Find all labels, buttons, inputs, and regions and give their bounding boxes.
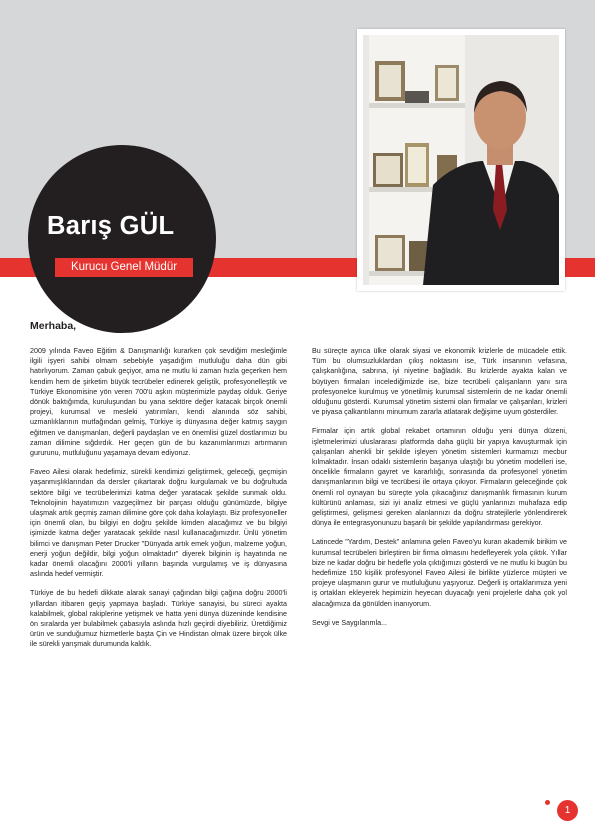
person-role: Kurucu Genel Müdür xyxy=(70,261,178,273)
portrait-photo xyxy=(363,35,559,285)
role-badge xyxy=(55,258,193,277)
letter-signoff: Sevgi ve Saygılarımla... xyxy=(312,618,388,627)
letter-paragraph: Firmalar için artık global rekabet ortamının olduğu yeni dünya düzeni, işletmelerimizi uluslararası platformda daha güçlü bir yapıya kavuşturmak için çalışanları ahenkli bir şekilde işleyen yönetim sistemleri kurmamızı mecbur kılmaktadır. İnsan odaklı sistemlerin başarıya ulaştığı bu yönetim modelleri ise, öncelikle firmaların gayret ve kararlılığı, sonrasında da profesyonel yönetim danışmanlarının bilgi ve tecrübesi ile ortaya çıkıyor. Firmaların geleceğinde çok önemli rol oynayan bu süreçte yola çıkacağınız danışmanlık firmasının kurum kültürünü anlaması, sizi iyi analiz etmesi ve güçlü yanlarınızı muhafaza edip geliştirmesi, gelişmesi gereken alanlarınızı da doğru stratejilerle yönlendirerek dünya ile entegrasyonunuzu başarılı bir şekilde yapılandırması gerekiyor. xyxy=(312,427,567,528)
letter-paragraph: Bu süreçte ayrıca ülke olarak siyasi ve ekonomik krizlerle de mücadele ettik. Tüm bu olumsuzluklardan çıkış noktasını ise, Türk insanının vefasına, çalışkanlığına, sabrına, iyi niyetine bağladık. Bu krizlerde ayakta kalan ve büyüyen firmaları incelediğimizde ise, bize tecrübeli çalışanların yanı sıra profesyonelce kurulmuş ve yönetilmiş kurumsal sistemlerin de ne kadar önemli olduğunu gösterdi. Kurumsal yönetim sistemi olan firmalar ve çalışanları, krizleri ve piyasa çalkantılarını minumum zararla atlatarak değişime uyum gösterdiler. xyxy=(312,347,567,417)
page-dot-decoration xyxy=(545,800,550,805)
letter-paragraph: Faveo Ailesi olarak hedefimiz, sürekli kendimizi geliştirmek, geleceği, geçmişin yaşanmışlıklarından da dersler çıkartarak doğru kurgulamak ve bu doğrultuda sektöre bilgi ve tecrübelerimizi katma değer yaratacak şekilde sunmak oldu. Teknolojinin hayatımızın vazgeçilmez bir parçası olduğu günümüzde, bilgiye ulaşmak artık geçmiş zaman dilimine göre çok daha kolaylaştı. Biz profesyoneller için önemli olan, bu bilgiyi en doğru şekilde kimden alacağımız ve bu bilgiyi işimizde katma değer yaratacak şekilde nasıl kullanacağımızdır. Ünlü yönetim bilimci ve danışman Peter Drucker "Dünyada artık emek yoğun, malzeme yoğun, enerji yoğun değildir, bilgi yoğun olmaktadır" diyerek bilginin iş hayatında ne kadar önemli olacağını 2000'li yılların başında vurgulamış ve iş dünyasına aslında hedef vermiştir. xyxy=(30,468,287,579)
portrait-illustration xyxy=(363,35,559,285)
page-number: 1 xyxy=(557,800,578,821)
portrait-frame xyxy=(357,29,565,291)
person-name: Barış GÜL xyxy=(47,212,175,240)
letter-right-column xyxy=(312,346,567,637)
letter-left-column xyxy=(30,346,287,659)
letter-paragraph: Latincede "Yardım, Destek" anlamına gelen Faveo'yu kuran akademik birikim ve kurumsal tecrübeleri birleştiren bir firma olmasını hedefleyerek yola çıktık. Yıllar bize ne kadar doğru bir hedefle yola çıktığımızı gösterdi ve ne mutlu ki bugün bu hedefimize 150 kişilik profesyonel Faveo Ailesi ile birlikte yüzlerce müşteri ve projeye ulaşmanın gurur ve mutluluğunu yaşıyoruz. Değerli iş ortaklarımıza yeni iş ortakları ekleyerek hepimizin heyecan duyacağı yeni projelerle daha çok yol alacağımıza da gönülden inanıyorum. xyxy=(312,538,567,608)
letter-greeting: Merhaba, xyxy=(30,320,77,332)
letter-paragraph: Türkiye de bu hedefi dikkate alarak sanayi çağından bilgi çağına doğru 2000'li yıllardan itibaren geçiş yapmaya başladı. Türkiye sanayisi, bu süreci ayakta kalabilmek, global rakiplerine yetişmek ve hatta yeni dünya düzeninde kendisine ön sıralarda yer bulabilmek çabasıyla aslında hızlı geçirdi diyebiliriz. Üretdiğimiz ürün ve sunduğumuz hizmetlerle başta Çin ve Hindistan olmak üzere birçok ülke ile sürekli yarışmak durumunda kaldık. xyxy=(30,589,287,649)
letter-paragraph: 2009 yılında Faveo Eğitim & Danışmanlığı kurarken çok sevdiğim mesleğimle ilgili işyeri sahibi olmam sebebiyle yaşadığım mutluluğu daha dün gibi hatırlıyorum. Zaman çabuk geçiyor, ama ne mutlu ki zaman hızla geçerken hem kendim hem de şirketim büyük tecrübeler edinerek gelişti̇k, profesyonelleştik ve Türkiye Ekonomisine yön veren 700'ü aşkın müşterimizle paydaş olduk. Geriye dönük baktığımda, kuruluşundan bu yana sektöre değer katacak birçok önemli projeyi, kurumsal ve mesleki yatırımları, kendi alanında söz sahibi, uzmanlıklarının mutfağından gelmiş, Türkiye iş dünyasına değer katmış saygın eğitmen ve danışmanları, değerli paydaşları ve en önemlisi güzel dostlarımızı bu zaman dilimine sığdırdık. Her geçen gün de bu kazanımlarımızı artırmanın gururunu, mutluluğunu yaşamaya devam ediyoruz. xyxy=(30,347,287,458)
